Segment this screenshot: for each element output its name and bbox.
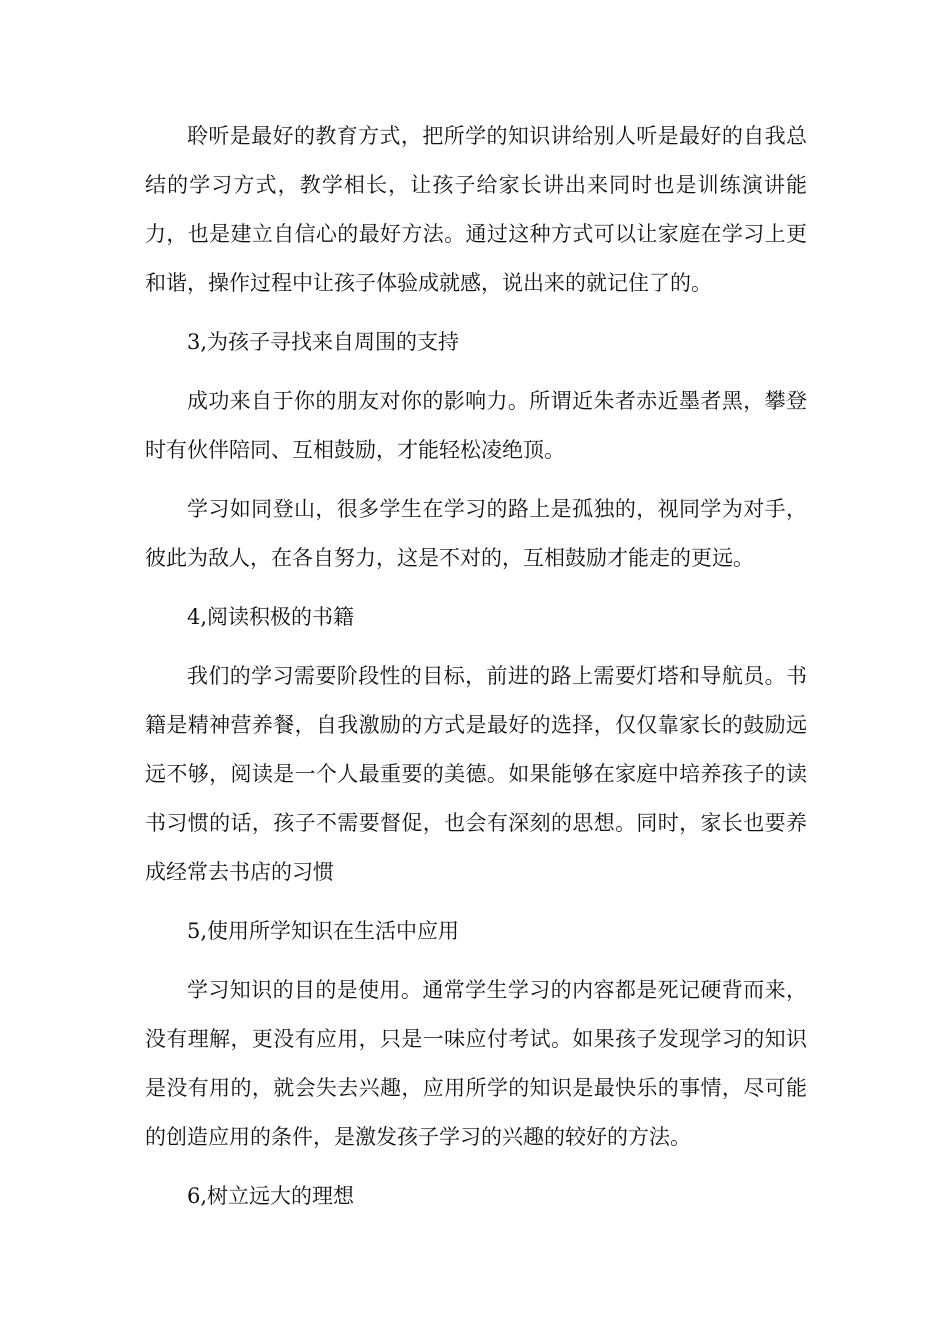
document-body (145, 112, 807, 1231)
section-heading-5: 5,使用所学知识在生活中应用 (187, 919, 460, 943)
paragraph-learning-climbing: 学习如同登山，很多学生在学习的路上是孤独的，视同学为对手，彼此为敌人，在各自努力，这是不对的，互相鼓励才能走的更远。 (145, 497, 807, 570)
section-heading-4: 4,阅读积极的书籍 (187, 605, 355, 629)
paragraph-applying-knowledge: 学习知识的目的是使用。通常学生学习的内容都是死记硬背而来，没有理解，更没有应用，只是一味应付考试。如果孩子发现学习的知识是没有用的，就会失去兴趣，应用所学的知识是最快乐的事情，尽可能的创造应用的条件，是激发孩子学习的兴趣的较好的方法。 (145, 978, 807, 1149)
paragraph-success-friends: 成功来自于你的朋友对你的影响力。所谓近朱者赤近墨者黑，攀登时有伙伴陪同、互相鼓励，才能轻松凌绝顶。 (145, 389, 807, 462)
paragraph-reading: 我们的学习需要阶段性的目标，前进的路上需要灯塔和导航员。书籍是精神营养餐，自我激励的方式是最好的选择，仅仅靠家长的鼓励远远不够，阅读是一个人最重要的美德。如果能够在家庭中培养孩子的读书习惯的话，孩子不需要督促，也会有深刻的思想。同时，家长也要养成经常去书店的习惯 (145, 664, 807, 884)
section-heading-6: 6,树立远大的理想 (187, 1184, 355, 1208)
section-heading-3: 3,为孩子寻找来自周围的支持 (187, 330, 460, 354)
paragraph-listening: 聆听是最好的教育方式，把所学的知识讲给别人听是最好的自我总结的学习方式，教学相长，让孩子给家长讲出来同时也是训练演讲能力，也是建立自信心的最好方法。通过这种方式可以让家庭在学习上更和谐，操作过程中让孩子体验成就感，说出来的就记住了的。 (145, 124, 807, 295)
